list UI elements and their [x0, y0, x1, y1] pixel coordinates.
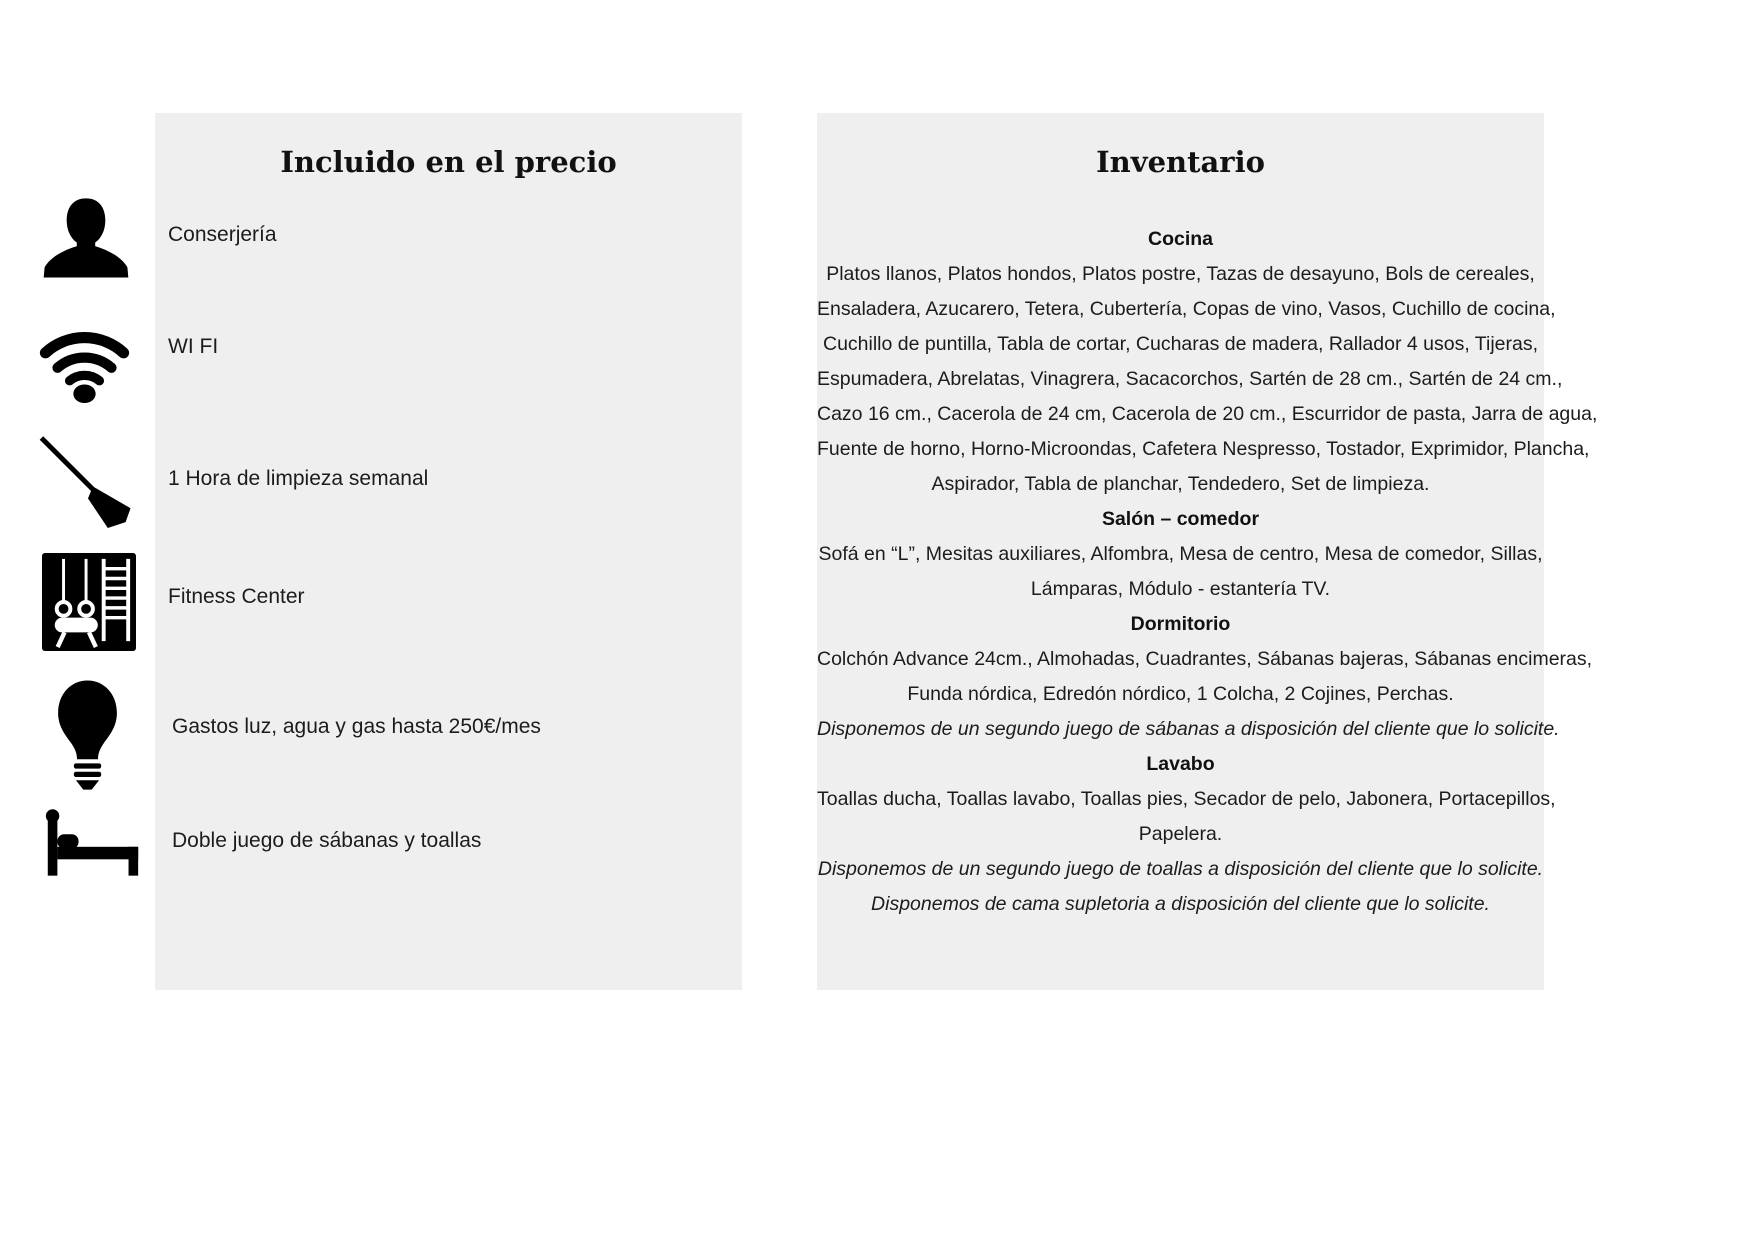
inventory-sections — [817, 222, 1598, 922]
inventory-line: Funda nórdica, Edredón nórdico, 1 Colcha, 2 Cojines, Perchas. — [907, 683, 1454, 705]
inventory-line: Colchón Advance 24cm., Almohadas, Cuadrantes, Sábanas bajeras, Sábanas encimeras, — [817, 648, 1593, 670]
inventory-line: Platos llanos, Platos hondos, Platos postre, Tazas de desayuno, Bols de cereales, — [826, 263, 1535, 285]
inventory-line: Fuente de horno, Horno-Microondas, Cafetera Nespresso, Tostador, Exprimidor, Plancha, — [817, 438, 1590, 460]
included-item-label: Gastos luz, agua y gas hasta 250€/mes — [172, 715, 541, 738]
bed-icon — [42, 808, 142, 876]
inventory-section — [817, 747, 1556, 922]
inventory-line: Ensaladera, Azucarero, Tetera, Cubertería, Copas de vino, Vasos, Cuchillo de cocina, — [817, 298, 1556, 320]
inventory-note: Disponemos de un segundo juego de sábanas a disposición del cliente que lo solicite. — [817, 718, 1560, 740]
inventory-section — [817, 607, 1593, 747]
inventory-line: Sofá en “L”, Mesitas auxiliares, Alfombra, Mesa de centro, Mesa de comedor, Sillas, — [818, 543, 1543, 565]
included-title: Incluido en el precio — [280, 145, 617, 179]
wifi-icon — [38, 324, 131, 404]
included-item-label: Conserjería — [168, 223, 277, 246]
included-item-label: Fitness Center — [168, 585, 305, 608]
included-item-label: 1 Hora de limpieza semanal — [168, 467, 429, 490]
fitness-icon — [42, 553, 136, 651]
inventory-note: Disponemos de cama supletoria a disposición del cliente que lo solicite. — [871, 893, 1490, 915]
lightbulb-icon — [56, 678, 119, 790]
included-item-label: WI FI — [168, 335, 219, 358]
inventory-section — [817, 222, 1598, 502]
inventory-section-heading: Cocina — [1147, 228, 1213, 250]
inventory-line: Cazo 16 cm., Cacerola de 24 cm, Cacerola de 20 cm., Escurridor de pasta, Jarra de agua, — [817, 403, 1598, 425]
inventory-panel — [817, 113, 1598, 990]
inventory-line: Aspirador, Tabla de planchar, Tendedero, Set de limpieza. — [931, 473, 1430, 495]
inventory-section — [817, 502, 1544, 607]
inventory-section-heading: Salón – comedor — [1101, 508, 1260, 530]
included-item-label: Doble juego de sábanas y toallas — [172, 829, 482, 852]
inventory-line: Espumadera, Abrelatas, Vinagrera, Sacacorchos, Sartén de 28 cm., Sartén de 24 cm., — [817, 368, 1563, 390]
broom-icon — [36, 433, 136, 532]
inventory-line: Cuchillo de puntilla, Tabla de cortar, Cucharas de madera, Rallador 4 usos, Tijeras, — [822, 333, 1539, 355]
inventory-line: Toallas ducha, Toallas lavabo, Toallas pies, Secador de pelo, Jabonera, Portacepillos, — [817, 788, 1556, 810]
inventory-note: Disponemos de un segundo juego de toallas a disposición del cliente que lo solicite. — [817, 858, 1544, 880]
person-icon — [40, 193, 132, 281]
inventory-section-heading: Dormitorio — [1130, 613, 1231, 635]
inventory-line: Lámparas, Módulo - estantería TV. — [1030, 578, 1331, 600]
inventory-line: Papelera. — [1138, 823, 1223, 845]
inventory-title: Inventario — [1096, 145, 1265, 179]
inventory-section-heading: Lavabo — [1146, 753, 1215, 775]
